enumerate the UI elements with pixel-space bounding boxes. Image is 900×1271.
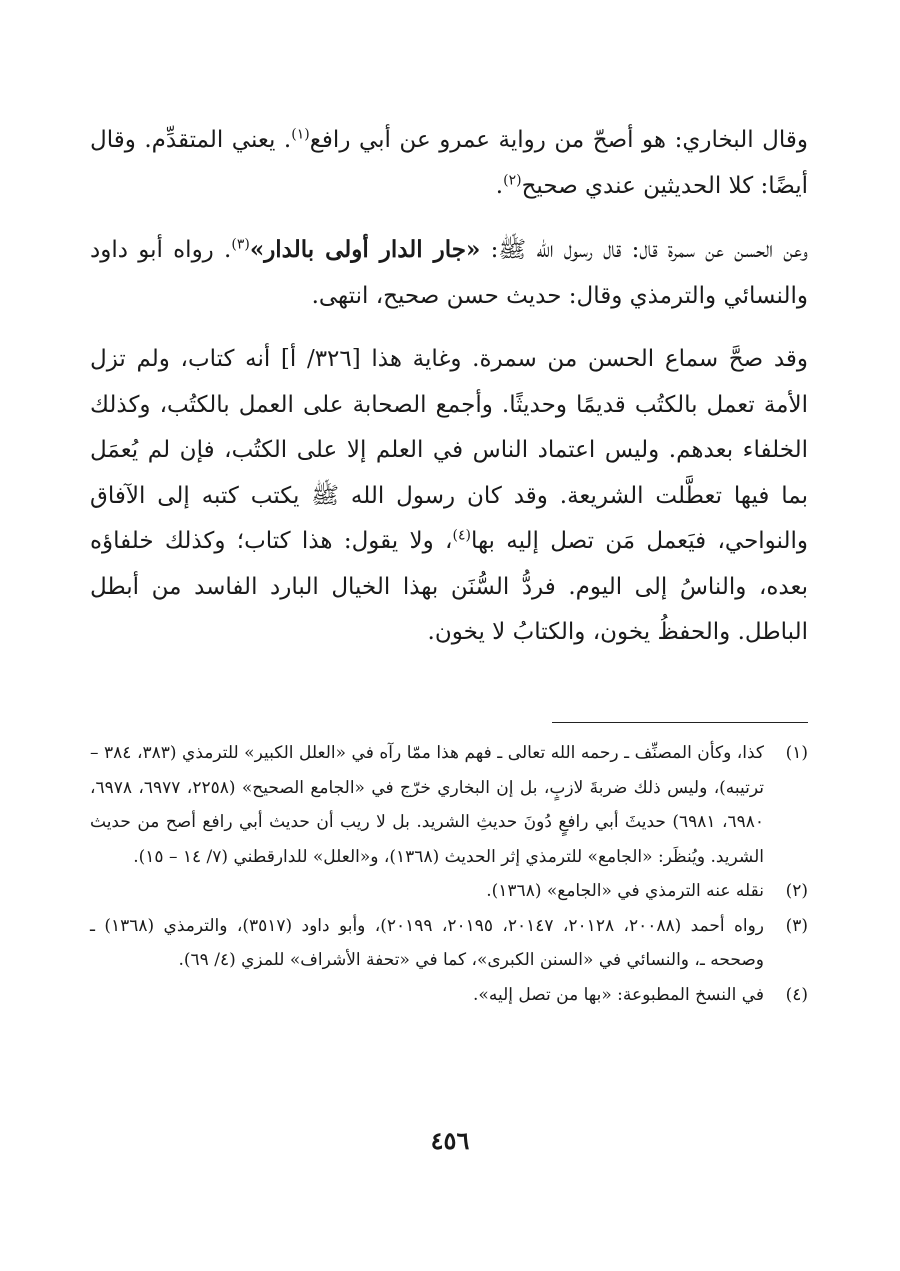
footnote-ref-1[interactable]: (١) bbox=[291, 126, 310, 143]
paragraph-2-text-b: . رواه أبو داود والنسائي والترمذي وقال: حديث حسن صحيح، انتهى. bbox=[90, 237, 808, 309]
footnote-1 bbox=[90, 736, 808, 874]
footnote-ref-3[interactable]: (٣) bbox=[231, 236, 250, 253]
footnote-ref-4[interactable]: (٤) bbox=[452, 527, 471, 544]
main-text bbox=[90, 118, 808, 656]
footnote-number: (٢) bbox=[785, 881, 808, 901]
footnote-3 bbox=[90, 909, 808, 978]
footnote-text: رواه أحمد (٢٠٠٨٨، ٢٠١٢٨، ٢٠١٤٧، ٢٠١٩٥، ٢٠١٩٩)، وأبو داود (٣٥١٧)، والترمذي (١٣٦٨) ـ وصححه ـ، والنسائي في «السنن الكبرى»، كما في «تحفة الأشراف» للمزي (٤/ ٦٩). bbox=[90, 915, 764, 970]
footnote-ref-2[interactable]: (٢) bbox=[503, 171, 522, 188]
paragraph-2-text-a: وعن الحسن عن سمرة قال: قال رسول الله ﷺ: bbox=[480, 237, 808, 263]
paragraph-1-text-b: . يعني المتقدِّم. وقال أيضًا: كلا الحديثين عندي صحيح bbox=[90, 127, 808, 199]
footnote-text: كذا، وكأن المصنِّف ـ رحمه الله تعالى ـ فهم هذا ممّا رآه في «العلل الكبير» للترمذي (٣٨٣، ٣٨٤ – ترتيبه)، وليس ذلك ضربةَ لازبٍ، بل إن البخاري خرّج في «الجامع الصحيح» (٢٢٥٨، ٦٩٧٧، ٦٩٧٨، ٦٩٨٠، ٦٩٨١) حديثَ أبي رافعٍ دُونَ حديثِ الشريد. بل لا ريب أن حديث أبي رافع أصح من حديث الشريد. ويُنظَر: «الجامع» للترمذي إثر الحديث (١٣٦٨)، و«العلل» للدارقطني (٧/ ١٤ – ١٥). bbox=[90, 743, 765, 867]
footnotes-list bbox=[90, 736, 808, 1012]
paragraph-1 bbox=[90, 118, 808, 209]
paragraph-3 bbox=[90, 337, 808, 656]
paragraph-1-text-c: . bbox=[495, 172, 504, 199]
footnote-text: في النسخ المطبوعة: «بها من تصل إليه». bbox=[473, 984, 764, 1005]
footnote-number: (٤) bbox=[785, 984, 808, 1005]
footnote-4 bbox=[90, 978, 808, 1013]
paragraph-1-text-a: وقال البخاري: هو أصحّ من رواية عمرو عن أبي رافع bbox=[309, 127, 808, 153]
paragraph-3-text-a: وقد صحَّ سماع الحسن من سمرة. وغاية هذا [٣٢٦/ أ] أنه كتاب، ولم تزل الأمة تعمل بالكتُب قديمًا وحديثًا. وأجمع الصحابة على العمل بالكتُب، وكذلك الخلفاء بعدهم. وليس اعتماد الناس في العلم إلا على الكتُب، فإن لم يُعمَل بما فيها تعطَّلت الشريعة. وقد كان رسول الله ﷺ يكتب كتبه إلى الآفاق والنواحي، فيَعمل مَن تصل إليه بها bbox=[90, 346, 809, 554]
paragraph-2 bbox=[90, 227, 808, 319]
footnote-number: (٣) bbox=[785, 915, 808, 936]
footnote-text: نقله عنه الترمذي في «الجامع» (١٣٦٨). bbox=[486, 881, 764, 901]
footnote-2 bbox=[90, 874, 808, 909]
page-number: ٤٥٦ bbox=[430, 1126, 470, 1155]
footnote-number: (١) bbox=[785, 743, 808, 763]
hadith-quote: «جار الدار أولى بالدار» bbox=[249, 236, 481, 263]
footnote-separator bbox=[552, 722, 808, 723]
paragraph-3-text-b: ، ولا يقول: هذا كتاب؛ وكذلك خلفاؤه بعده، والناسُ إلى اليوم. فردُّ السُّنَن بهذا الخيال البارد الفاسد من أبطل الباطل. والحفظُ يخون، والكتابُ لا يخون. bbox=[90, 528, 808, 645]
